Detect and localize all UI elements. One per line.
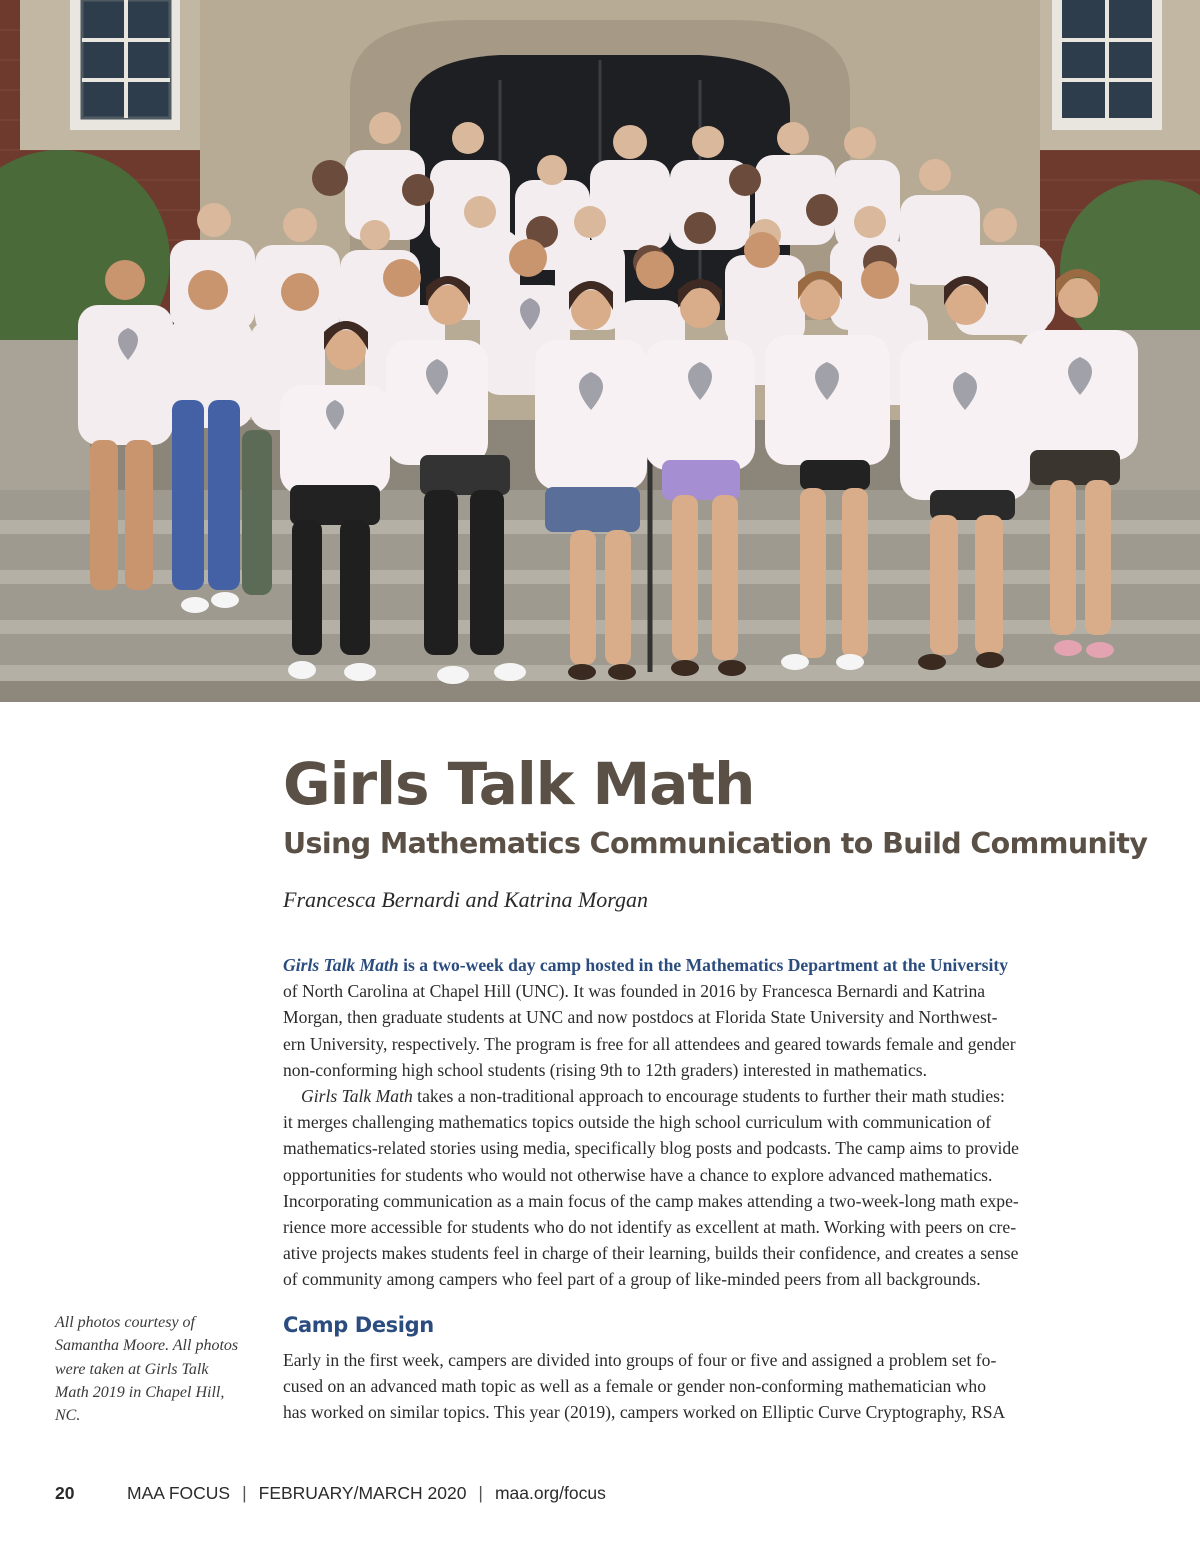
photo-caption	[55, 1311, 265, 1427]
para2-line: Incorporating communication as a main focus of the camp makes attending a two-week-long math expe-	[283, 1190, 1019, 1211]
article-authors: Francesca Bernardi and Katrina Morgan	[283, 887, 649, 912]
group-photo	[0, 0, 1200, 702]
intro-line: non-conforming high school students (rising 9th to 12th graders) interested in mathematics.	[283, 1059, 928, 1080]
caption-line: All photos courtesy of	[55, 1314, 195, 1331]
section-body	[283, 1347, 1133, 1426]
para2-lead-line	[283, 1083, 1133, 1109]
para2-line: ative projects makes students feel in charge of their learning, builds their confidence, and creates a sense	[283, 1243, 1019, 1264]
footer-issue: FEBRUARY/MARCH 2020	[258, 1483, 467, 1503]
footer-separator: |	[478, 1483, 483, 1503]
footer-url-link[interactable]: maa.org/focus	[494, 1483, 606, 1503]
article-title: Girls Talk Math	[283, 750, 755, 818]
para2-line: it merges challenging mathematics topics outside the high school curriculum with communication of	[283, 1112, 992, 1133]
para2-line: opportunities for students who would not otherwise have a chance to explore advanced mathematics.	[283, 1164, 993, 1185]
caption-line: Math 2019 in Chapel Hill,	[55, 1383, 225, 1401]
para2-line: rience more accessible for students who do not identify as excellent at math. Working with peers on cre-	[283, 1217, 1017, 1238]
section-line: Early in the first week, campers are divided into groups of four or five and assigned a problem set fo-	[283, 1350, 997, 1370]
para2-lead-rest: takes a non-traditional approach to encourage students to further their math studies:	[412, 1086, 1005, 1107]
footer-separator: |	[242, 1483, 247, 1503]
page-number: 20	[55, 1483, 75, 1503]
footer-publication: MAA FOCUS	[127, 1483, 231, 1503]
section-line: cused on an advanced math topic as well as a female or gender non-conforming mathematician who	[283, 1376, 987, 1397]
intro-line: ern University, respectively. The program is free for all attendees and geared towards female and gender	[283, 1033, 1016, 1054]
caption-line: were taken at Girls Talk	[55, 1360, 209, 1378]
intro-line: of North Carolina at Chapel Hill (UNC). It was founded in 2016 by Francesca Bernardi and Katrina	[283, 981, 986, 1002]
para2-line: of community among campers who feel part of a group of like-minded peers from all backgrounds.	[283, 1269, 981, 1290]
para2-lead-italic: Girls Talk Math	[301, 1086, 413, 1107]
intro-line: Morgan, then graduate students at UNC and now postdocs at Florida State University and Northwest-	[283, 1007, 998, 1028]
article-subtitle: Using Mathematics Communication to Build Community	[283, 827, 1148, 860]
para2-line: mathematics-related stories using media, specifically blog posts and podcasts. The camp aims to provide	[283, 1138, 1019, 1159]
caption-line: Samantha Moore. All photos	[55, 1337, 239, 1355]
section-heading-camp-design: Camp Design	[283, 1313, 434, 1337]
caption-line: NC.	[55, 1407, 81, 1425]
section-line: has worked on similar topics. This year (2019), campers worked on Elliptic Curve Cryptography, RSA	[283, 1402, 1006, 1423]
group-photo-icon	[0, 0, 1200, 702]
article-body	[283, 952, 1133, 1293]
intro-lead-line	[283, 952, 1133, 978]
intro-lead-rest: is a two-week day camp hosted in the Mathematics Department at the University	[398, 955, 1009, 975]
intro-lead-italic: Girls Talk Math	[283, 955, 399, 975]
page-footer	[55, 1479, 606, 1507]
